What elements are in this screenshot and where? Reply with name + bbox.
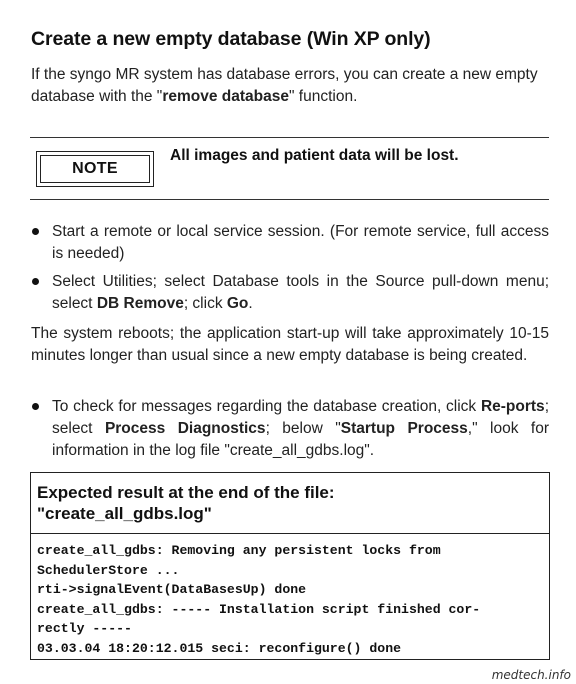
- log-line: create_all_gdbs: ----- Installation script finished cor-: [37, 601, 481, 617]
- expected-result-box: [30, 472, 550, 660]
- log-line: create_all_gdbs: Removing any persistent locks from: [37, 543, 441, 558]
- log-line: rti->signalEvent(DataBasesUp) done: [37, 582, 307, 597]
- log-line: 03.03.04 18:20:12.015 seci: reconfigure() done: [37, 640, 402, 656]
- intro-paragraph: If the syngo MR system has database errors, you can create a new empty database with the "remove database" function.: [31, 66, 538, 105]
- note-label: NOTE: [40, 155, 150, 183]
- heading-line-1: Expected result at the end of the file:: [37, 483, 335, 502]
- step-1: [31, 221, 549, 265]
- section-title: Create a new empty database (Win XP only): [31, 28, 431, 50]
- log-output: [37, 541, 543, 658]
- step-3-text: To check for messages regarding the database creation, click Re-ports; select Process Diagnostics; below "Startup Process," look for information in the log file "create_all_gdbs.log".: [52, 398, 549, 459]
- bullet-icon: [31, 221, 52, 265]
- note-bottom-rule: [30, 199, 549, 200]
- startup-process-term: Startup Process: [340, 420, 468, 437]
- step-2-text: Select Utilities; select Database tools in the Source pull-down menu; select DB Remove; click Go.: [52, 273, 549, 312]
- db-remove-term: DB Remove: [96, 295, 184, 312]
- bullet-icon: [31, 271, 52, 315]
- reports-term: Re-ports: [480, 398, 545, 415]
- reboot-paragraph: The system reboots; the application start-up will take approximately 10-15 minutes longer than usual since a new empty database is being created.: [31, 325, 549, 364]
- step-3: [31, 396, 549, 462]
- step-2: [31, 271, 549, 315]
- remove-database-term: remove database: [162, 88, 289, 105]
- go-term: Go: [226, 295, 249, 312]
- bullet-icon: [31, 396, 52, 462]
- watermark: medtech.info: [491, 668, 571, 682]
- log-line: rectly -----: [37, 621, 132, 636]
- note-text: All images and patient data will be lost.: [170, 147, 459, 164]
- process-diagnostics-term: Process Diagnostics: [104, 420, 266, 437]
- step-1-text: Start a remote or local service session. (For remote service, full access is needed): [52, 223, 549, 262]
- heading-line-2: "create_all_gdbs.log": [37, 504, 212, 523]
- note-label-box: [36, 151, 154, 187]
- note-top-rule: [30, 137, 549, 138]
- log-line: SchedulerStore ...: [37, 562, 180, 578]
- expected-result-heading: [31, 473, 549, 534]
